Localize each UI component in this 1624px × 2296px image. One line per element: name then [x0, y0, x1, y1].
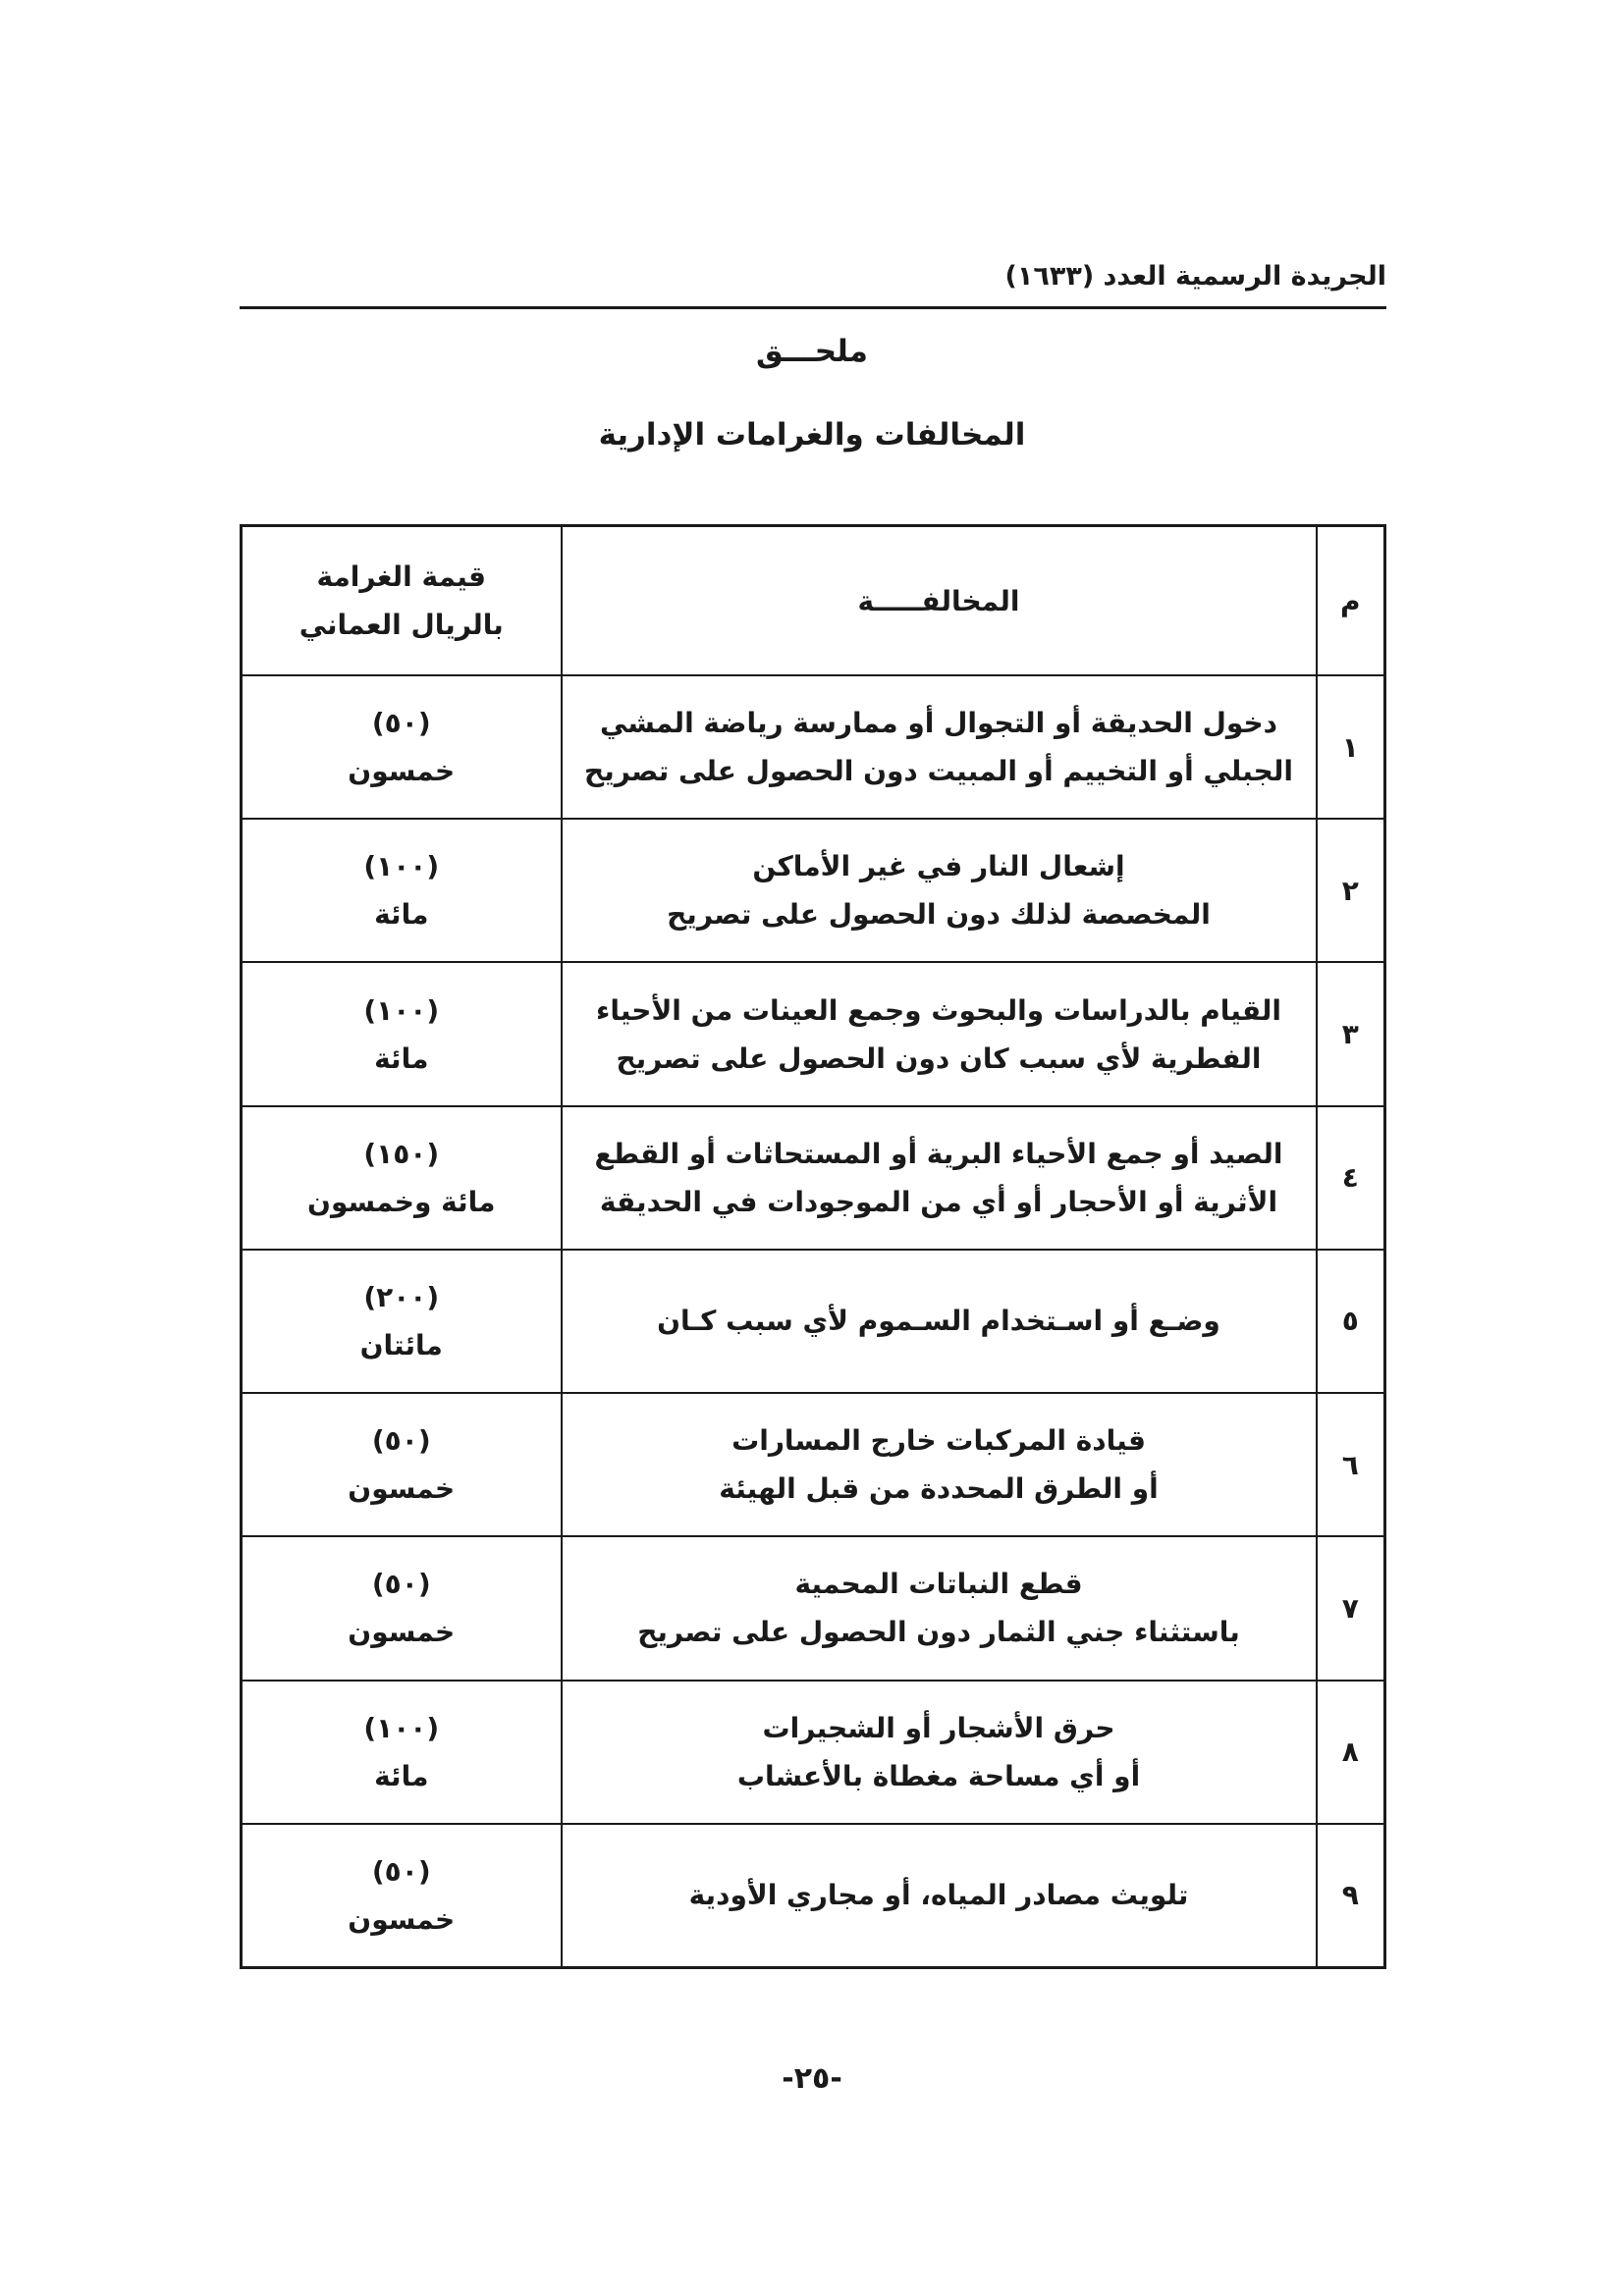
gazette-issue-title: الجريدة الرسمية العدد (١٦٣٣): [1004, 261, 1386, 292]
fine-header-line1: قيمة الغرامة: [316, 561, 486, 593]
violation-cell: [562, 1106, 1317, 1250]
row-number: ٤: [1317, 1106, 1385, 1250]
fine-cell: [242, 819, 562, 962]
violation-line: وضـع أو اسـتخدام السـموم لأي سبب كـان: [657, 1305, 1220, 1338]
table-row: [242, 962, 1385, 1105]
violation-line: أو أي مساحة مغطاة بالأعشاب: [736, 1759, 1141, 1792]
violation-cell: [562, 819, 1317, 962]
fine-cell: [242, 1536, 562, 1680]
violation-line: القيام بالدراسات والبحوث وجمع العينات من الأحياء: [596, 993, 1281, 1027]
fine-words: مائة: [374, 898, 429, 932]
violation-cell: [562, 675, 1317, 819]
row-number: ٧: [1317, 1536, 1385, 1680]
fine-amount: (٥٠): [371, 1424, 431, 1458]
table-row: [242, 1824, 1385, 1968]
violation-line: تلويث مصادر المياه، أو مجاري الأودية: [688, 1879, 1189, 1912]
fine-words: خمسون: [348, 1902, 456, 1936]
fine-cell: [242, 962, 562, 1105]
violation-line: أو الطرق المحددة من قبل الهيئة: [719, 1472, 1159, 1506]
fine-cell: [242, 1393, 562, 1536]
fine-cell: [242, 1106, 562, 1250]
violation-line: الجبلي أو التخييم أو المبيت دون الحصول على تصريح: [584, 755, 1293, 788]
table-header-row: [242, 526, 1385, 676]
fine-words: مائتان: [359, 1328, 443, 1362]
document-title: المخالفات والغرامات الإدارية: [598, 417, 1026, 453]
table-row: [242, 1536, 1385, 1680]
violation-line: الصيد أو جمع الأحياء البرية أو المستحاثات أو القطع: [594, 1137, 1283, 1170]
violation-line: قطع النباتات المحمية: [794, 1568, 1083, 1601]
row-number: ٨: [1317, 1681, 1385, 1824]
violation-line: دخول الحديقة أو التجوال أو ممارسة رياضة المشي: [599, 707, 1278, 740]
violation-cell: [562, 1393, 1317, 1536]
fine-amount: (١٠٠): [363, 993, 440, 1027]
column-header-fine: [242, 526, 562, 676]
fine-amount: (٢٠٠): [363, 1280, 440, 1313]
violation-line: باستثناء جني الثمار دون الحصول على تصريح: [637, 1616, 1240, 1649]
fine-words: مائة: [374, 1759, 429, 1792]
table-row: [242, 819, 1385, 962]
page-header: [240, 257, 1386, 309]
fine-amount: (١٠٠): [363, 1711, 440, 1744]
table-row: [242, 1393, 1385, 1536]
violation-line: قيادة المركبات خارج المسارات: [731, 1424, 1146, 1458]
violations-fines-table: [240, 524, 1386, 1969]
violation-line: حرق الأشجار أو الشجيرات: [762, 1711, 1115, 1744]
annex-title: ملحـــق: [756, 334, 868, 369]
violation-cell: [562, 1250, 1317, 1393]
fine-amount: (٥٠): [371, 707, 431, 740]
violation-line: الأثرية أو الأحجار أو أي من الموجودات في الحديقة: [599, 1185, 1278, 1218]
fine-cell: [242, 1824, 562, 1968]
violation-line: المخصصة لذلك دون الحصول على تصريح: [667, 898, 1211, 932]
fine-amount: (١٠٠): [363, 850, 440, 883]
fine-cell: [242, 675, 562, 819]
fine-words: مائة وخمسون: [307, 1185, 496, 1218]
page-number: -٢٥-: [782, 2061, 842, 2096]
row-number: ٦: [1317, 1393, 1385, 1536]
fine-header-line2: بالريال العماني: [298, 609, 504, 641]
violation-cell: [562, 1681, 1317, 1824]
fine-cell: [242, 1681, 562, 1824]
fine-words: خمسون: [348, 1616, 456, 1649]
table-row: [242, 1681, 1385, 1824]
fine-amount: (٥٠): [371, 1854, 431, 1888]
fine-amount: (١٥٠): [363, 1137, 440, 1170]
column-header-number: م: [1317, 526, 1385, 676]
fine-amount: (٥٠): [371, 1568, 431, 1601]
fine-words: خمسون: [348, 1472, 456, 1506]
table-row: [242, 1250, 1385, 1393]
violation-cell: [562, 1536, 1317, 1680]
row-number: ٢: [1317, 819, 1385, 962]
violation-line: الفطرية لأي سبب كان دون الحصول على تصريح: [616, 1041, 1262, 1075]
fine-cell: [242, 1250, 562, 1393]
violation-cell: [562, 962, 1317, 1105]
column-header-violation: المخالفـــــة: [562, 526, 1317, 676]
table-row: [242, 675, 1385, 819]
violation-line: إشعال النار في غير الأماكن: [752, 850, 1125, 883]
row-number: ٩: [1317, 1824, 1385, 1968]
table-row: [242, 1106, 1385, 1250]
row-number: ٣: [1317, 962, 1385, 1105]
fine-words: خمسون: [348, 755, 456, 788]
row-number: ٥: [1317, 1250, 1385, 1393]
fine-words: مائة: [374, 1041, 429, 1075]
row-number: ١: [1317, 675, 1385, 819]
violation-cell: [562, 1824, 1317, 1968]
